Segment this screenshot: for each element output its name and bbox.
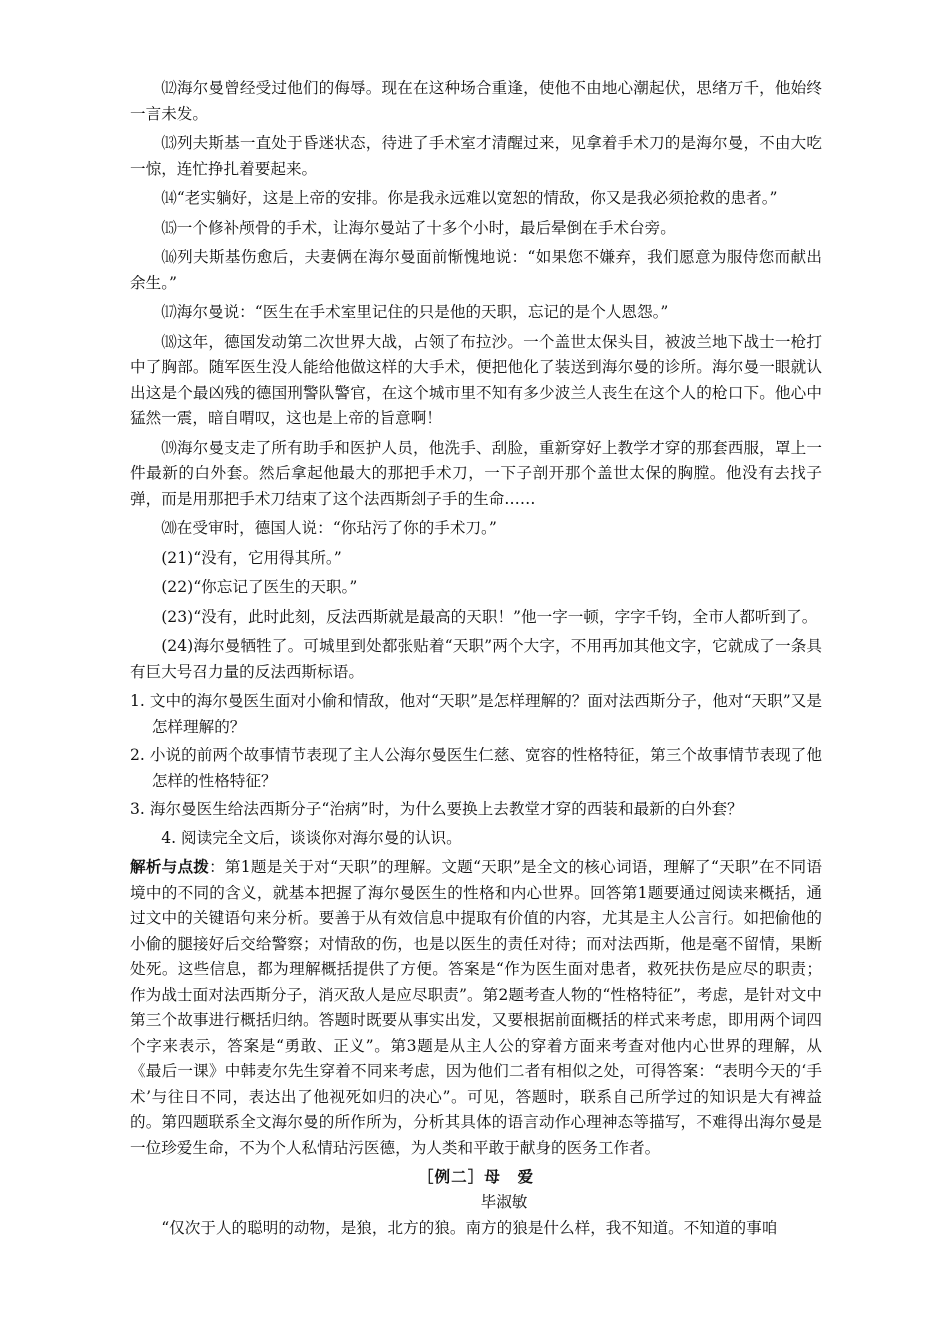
question-1: 1. 文中的海尔曼医生面对小偷和情敌，他对“天职”是怎样理解的？面对法西斯分子，他对“天职”又是怎样理解的？ — [130, 692, 822, 736]
paragraph-text: 列夫斯基伤愈后，夫妻俩在海尔曼面前惭愧地说：“如果您不嫌弃，我们愿意为服侍您而献出余生。” — [130, 248, 822, 292]
paragraph-number: (23) — [161, 607, 194, 626]
paragraph-15 — [130, 216, 822, 242]
paragraph-text: 海尔曼说：“医生在手术室里记住的只是他的天职，忘记的是个人恩怨。” — [176, 303, 669, 321]
paragraph-18 — [130, 330, 822, 432]
example-title: ［例二］母 爱 — [417, 1167, 535, 1186]
paragraph-text: “没有，它用得其所。” — [193, 548, 342, 567]
question-3: 3. 海尔曼医生给法西斯分子“治病”时，为什么要换上去教堂才穿的西装和最新的白外套？ — [130, 800, 743, 818]
paragraph-number: ⒂ — [161, 218, 177, 237]
paragraph-text: 海尔曼支走了所有助手和医护人员，他洗手、刮脸，重新穿好上教学才穿的那套西服，罩上一件最新的白外套。然后拿起他最大的那把手术刀，一下子剖开那个盖世太保的胸膛。他没有去找子弹，而是用那把手术刀结束了这个法西斯刽子手的生命…… — [130, 438, 822, 508]
question-2: 2. 小说的前两个故事情节表现了主人公海尔曼医生仁慈、宽容的性格特征，第三个故事情节表现了他怎样的性格特征？ — [130, 746, 822, 790]
paragraph-20 — [130, 516, 822, 542]
paragraph-text: 海尔曼牺牲了。可城里到处都张贴着“天职”两个大字，不用再加其他文字，它就成了一条具有巨大号召力量的反法西斯标语。 — [130, 637, 822, 681]
paragraph-21 — [130, 546, 822, 572]
paragraph-number: ⒅ — [161, 332, 177, 351]
paragraph-number: ⒆ — [161, 438, 177, 457]
document-page — [130, 76, 822, 1242]
paragraph-17 — [130, 300, 822, 326]
paragraph-16 — [130, 245, 822, 296]
paragraph-12 — [130, 76, 822, 127]
paragraph-text: 这年，德国发动第二次世界大战，占领了布拉沙。一个盖世太保头目，被波兰地下战士一枪打中了胸部。随军医生没人能给他做这样的大手术，便把他化了装送到海尔曼的诊所。海尔曼一眼就认出这是个最凶残的德国刑警队警官，在这个城市里不知有多少波兰人丧生在这个人的枪口下。他心中猛然一震，暗自喟叹，这也是上帝的旨意啊！ — [130, 332, 822, 427]
example-author: 毕淑敏 — [480, 1192, 528, 1211]
paragraph-number: ⒄ — [161, 303, 177, 321]
analysis-text: ：第1题是关于对“天职”的理解。文题“天职”是全文的核心词语，理解了“天职”在不同语境中的不同的含义，就基本把握了海尔曼医生的性格和内心世界。回答第1题要通过阅读来概括，通过文中的关键语句来分析。要善于从有效信息中提取有价值的内容，尤其是主人公言行。如把偷他的小偷的腿接好后交给警察；对情敌的伤，也是以医生的责任对待；而对法西斯，他是毫不留情，果断处死。这些信息，都为理解概括提供了方便。答案是“作为医生面对患者，救死扶伤是应尽的职责；作为战士面对法西斯分子，消灭敌人是应尽职责”。第2题考查人物的“性格特征”，考虑，是针对文中第三个故事进行概括归纳。答题时既要从事实出发，又要根据前面概括的样式来考虑，即用两个词四个字来表示，答案是“勇敢、正义”。第3题是从主人公的穿着方面来考查对他内心世界的理解，从《最后一课》中韩麦尔先生穿着不同来考虑，因为他们二者有相似之处，可得答案：“表明今天的‘手术’与往日不同，表达出了他视死如归的决心”。可见，答题时，联系自己所学过的知识是大有裨益的。第四题联系全文海尔曼的所作所为，分析其具体的语言动作心理神态等描写，不难得出海尔曼是一位珍爱生命，不为个人私情玷污医德，为人类和平敢于献身的医务工作者。 — [130, 858, 822, 1157]
paragraph-number: ⑿ — [161, 79, 177, 97]
paragraph-text: “没有，此时此刻，反法西斯就是最高的天职！”他一字一顿，字字千钧，全市人都听到了。 — [193, 607, 818, 626]
paragraph-22 — [130, 575, 822, 601]
paragraph-13 — [130, 131, 822, 182]
paragraph-14 — [130, 186, 822, 212]
paragraph-19 — [130, 436, 822, 513]
paragraph-number: (22) — [161, 578, 194, 596]
question-4: 4. 阅读完全文后，谈谈你对海尔曼的认识。 — [161, 828, 462, 847]
paragraph-text: 海尔曼曾经受过他们的侮辱。现在在这种场合重逢，使他不由地心潮起伏，思绪万千，他始终一言未发。 — [130, 79, 822, 123]
paragraph-number: ⒁ — [161, 189, 177, 207]
analysis-label: 解析与点拨 — [130, 857, 210, 876]
paragraph-number: ⒀ — [161, 134, 177, 152]
paragraph-24 — [130, 634, 822, 685]
paragraph-text: 列夫斯基一直处于昏迷状态，待进了手术室才清醒过来，见拿着手术刀的是海尔曼，不由大吃一惊，连忙挣扎着要起来。 — [130, 134, 822, 178]
analysis-section — [130, 854, 822, 1161]
paragraph-23 — [130, 605, 822, 631]
paragraph-number: (24) — [161, 637, 194, 655]
paragraph-text: 一个修补颅骨的手术，让海尔曼站了十多个小时，最后晕倒在手术台旁。 — [176, 218, 676, 237]
paragraph-number: ⒇ — [161, 519, 177, 537]
paragraph-number: (21) — [161, 548, 194, 567]
paragraph-text: “老实躺好，这是上帝的安排。你是我永远难以宽恕的情敌，你又是我必须抢救的患者。” — [176, 189, 778, 207]
paragraph-text: “你忘记了医生的天职。” — [193, 578, 358, 596]
example-opening-paragraph: “仅次于人的聪明的动物，是狼，北方的狼。南方的狼是什么样，我不知道。不知道的事咱 — [161, 1219, 778, 1237]
paragraph-number: ⒃ — [161, 248, 178, 266]
paragraph-text: 在受审时，德国人说：“你玷污了你的手术刀。” — [176, 519, 497, 537]
